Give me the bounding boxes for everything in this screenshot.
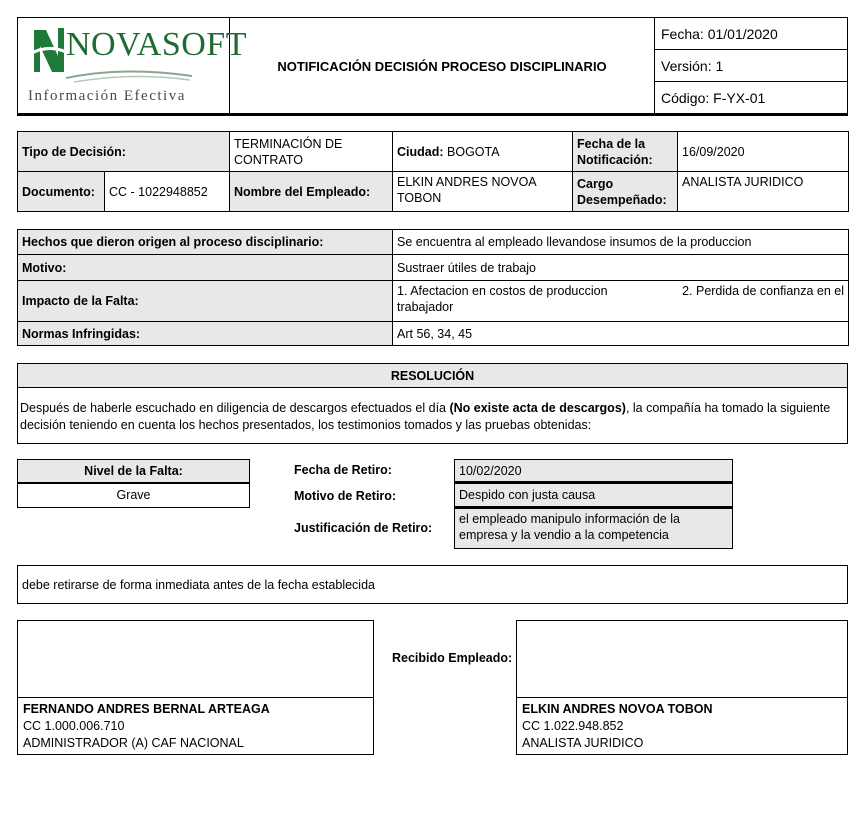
decision-type-value: TERMINACIÓN DE CONTRATO: [230, 132, 393, 172]
employee-signature-area: [517, 621, 847, 698]
employee-signature-box: [516, 620, 848, 755]
document-id-value: CC - 1022948852: [105, 172, 230, 212]
resolution-section: [17, 363, 848, 444]
resolution-text-part-2: , la compañía ha tomado la siguiente decisión teniendo en cuenta los hechos presentados, los testimonios tomados y las pruebas obtenidas:: [20, 401, 831, 432]
logo-tagline: Información Efectiva: [28, 88, 186, 104]
norms-value: Art 56, 34, 45: [393, 322, 849, 346]
facts-label: Hechos que dieron origen al proceso disciplinario:: [18, 230, 393, 255]
fault-level-value: Grave: [17, 483, 250, 508]
resolution-text-part-1: Después de haberle escuchado en diligencia de descargos efectuados el día: [20, 401, 450, 415]
impact-item-1: 1. Afectacion en costos de produccion: [397, 284, 608, 298]
employee-name-value: ELKIN ANDRES NOVOA TOBON: [393, 172, 573, 212]
reason-label: Motivo:: [18, 255, 393, 281]
company-logo: [18, 18, 247, 114]
city-field: [393, 132, 573, 172]
notification-date-label: Fecha de la Notificación:: [573, 132, 678, 172]
document-title: NOTIFICACIÓN DECISIÓN PROCESO DISCIPLINARIO: [230, 18, 655, 114]
resolution-text-bold: (No existe acta de descargos): [449, 401, 626, 415]
retirement-date-label: Fecha de Retiro:: [294, 463, 392, 477]
notification-date-value: 16/09/2020: [678, 132, 849, 172]
impact-item-2: 2. Perdida de confianza en el: [682, 284, 844, 298]
employee-signature-role: ANALISTA JURIDICO: [522, 736, 644, 750]
position-label: Cargo Desempeñado:: [573, 172, 678, 212]
document-version: Versión: 1: [655, 50, 847, 82]
city-label: Ciudad:: [397, 144, 444, 159]
employer-signature-box: [17, 620, 374, 755]
impact-label: Impacto de la Falta:: [18, 281, 393, 322]
reason-value: Sustraer útiles de trabajo: [393, 255, 849, 281]
disciplinary-details-table: [17, 229, 849, 346]
observation-text: debe retirarse de forma inmediata antes de la fecha establecida: [17, 565, 848, 604]
document-code: Código: F-YX-01: [661, 90, 766, 106]
norms-label: Normas Infringidas:: [18, 322, 393, 346]
received-employee-label: Recibido Empleado:: [392, 651, 513, 665]
employer-id: CC 1.000.006.710: [23, 719, 125, 733]
fault-level-label: Nivel de la Falta:: [17, 459, 250, 484]
document-id-label: Documento:: [18, 172, 105, 212]
novasoft-logo-icon: [28, 24, 68, 76]
logo-wordmark: NOVASOFT: [66, 26, 247, 63]
decision-type-label: Tipo de Decisión:: [18, 132, 230, 172]
retirement-justification-value: el empleado manipulo información de la empresa y la vendio a la competencia: [454, 509, 733, 549]
employer-signature-area: [18, 621, 373, 698]
logo-swoosh-icon: [64, 68, 194, 84]
employee-name-label: Nombre del Empleado:: [230, 172, 393, 212]
impact-value: [393, 281, 849, 322]
employee-signature-name: ELKIN ANDRES NOVOA TOBON: [522, 702, 713, 716]
employer-role: ADMINISTRADOR (A) CAF NACIONAL: [23, 736, 244, 750]
employee-signature-id: CC 1.022.948.852: [522, 719, 624, 733]
retirement-reason-label: Motivo de Retiro:: [294, 489, 397, 503]
document-header: [17, 17, 848, 116]
retirement-reason-value: Despido con justa causa: [454, 484, 733, 509]
retirement-justification-label: Justificación de Retiro:: [294, 521, 433, 535]
position-value: ANALISTA JURIDICO: [678, 172, 849, 212]
facts-value: Se encuentra al empleado llevandose insumos de la produccion: [393, 230, 849, 255]
document-date: Fecha: 01/01/2020: [655, 18, 847, 50]
resolution-title: RESOLUCIÓN: [18, 364, 847, 388]
resolution-text: [18, 388, 847, 434]
employee-info-table: [17, 131, 849, 212]
impact-item-2-continued: trabajador: [397, 300, 454, 314]
employer-name: FERNANDO ANDRES BERNAL ARTEAGA: [23, 702, 270, 716]
city-value: BOGOTA: [443, 144, 500, 159]
retirement-date-value: 10/02/2020: [454, 459, 733, 484]
